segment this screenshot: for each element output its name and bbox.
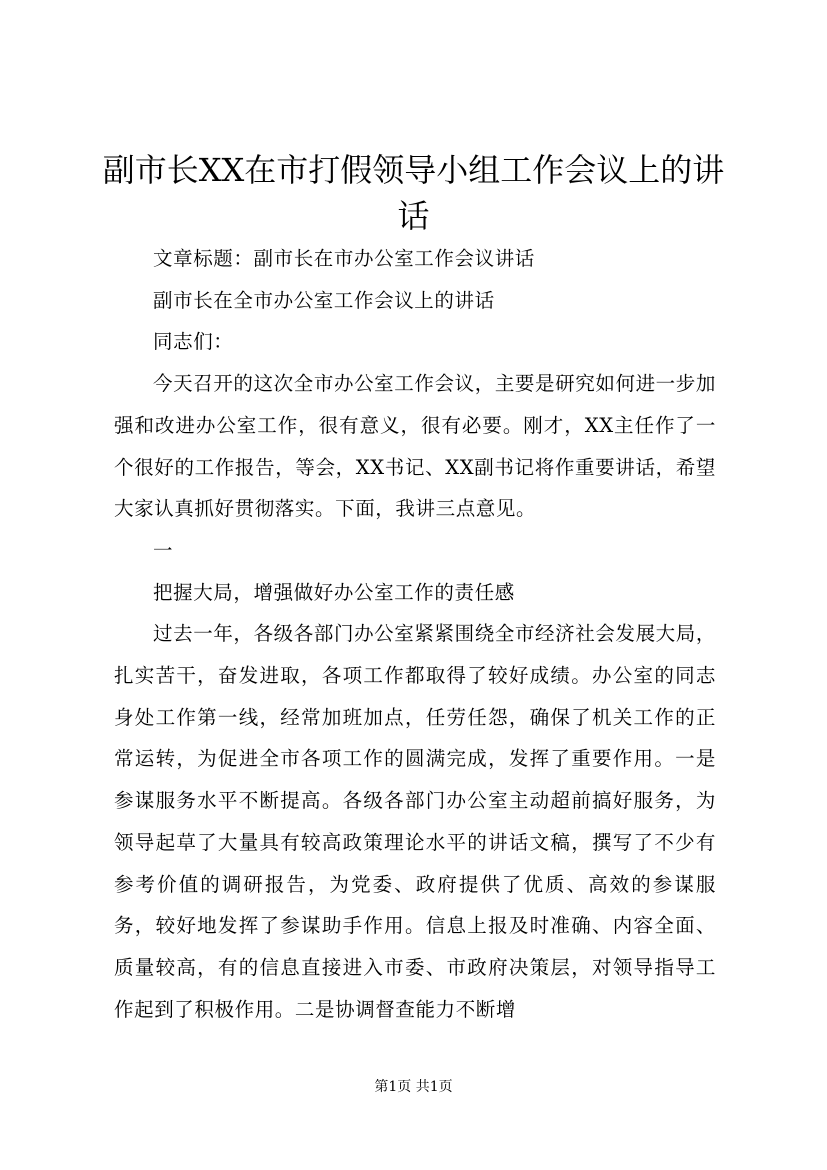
document-title: 副市长XX在市打假领导小组工作会议上的讲话: [102, 151, 725, 235]
salutation: 同志们：: [153, 330, 234, 354]
speech-heading: 副市长在全市办公室工作会议上的讲话: [153, 288, 495, 312]
article-title-line: 文章标题：副市长在市办公室工作会议讲话: [153, 247, 535, 270]
section-heading: 把握大局，增强做好办公室工作的责任感: [153, 580, 515, 604]
body-paragraph: 过去一年，各级各部门办公室紧紧围绕全市经济社会发展大局，扎实苦干，奋发进取，各项工作都取得了较好成绩。办公室的同志身处工作第一线，经常加班加点，任劳任怨，确保了机关工作的正常运转，为促进全市各项工作的圆满完成，发挥了重要作用。一是参谋服务水平不断提高。各级各部门办公室主动超前搞好服务，为领导起草了大量具有较高政策理论水平的讲话文稿，撰写了不少有参考价值的调研报告，为党委、政府提供了优质、高效的参谋服务，较好地发挥了参谋助手作用。信息上报及时准确、内容全面、质量较高，有的信息直接进入市委、市政府决策层，对领导指导工作起到了积极作用。二是协调督查能力不断增: [114, 622, 716, 1021]
intro-paragraph: 今天召开的这次全市办公室工作会议，主要是研究如何进一步加强和改进办公室工作，很有意义，很有必要。刚才，XX主任作了一个很好的工作报告，等会，XX书记、XX副书记将作重要讲话，希望大家认真抓好贯彻落实。下面，我讲三点意见。: [114, 372, 716, 521]
page-footer: 第1页 共1页: [374, 1079, 453, 1095]
section-number: 一: [153, 538, 174, 562]
document-body: [114, 238, 716, 1030]
